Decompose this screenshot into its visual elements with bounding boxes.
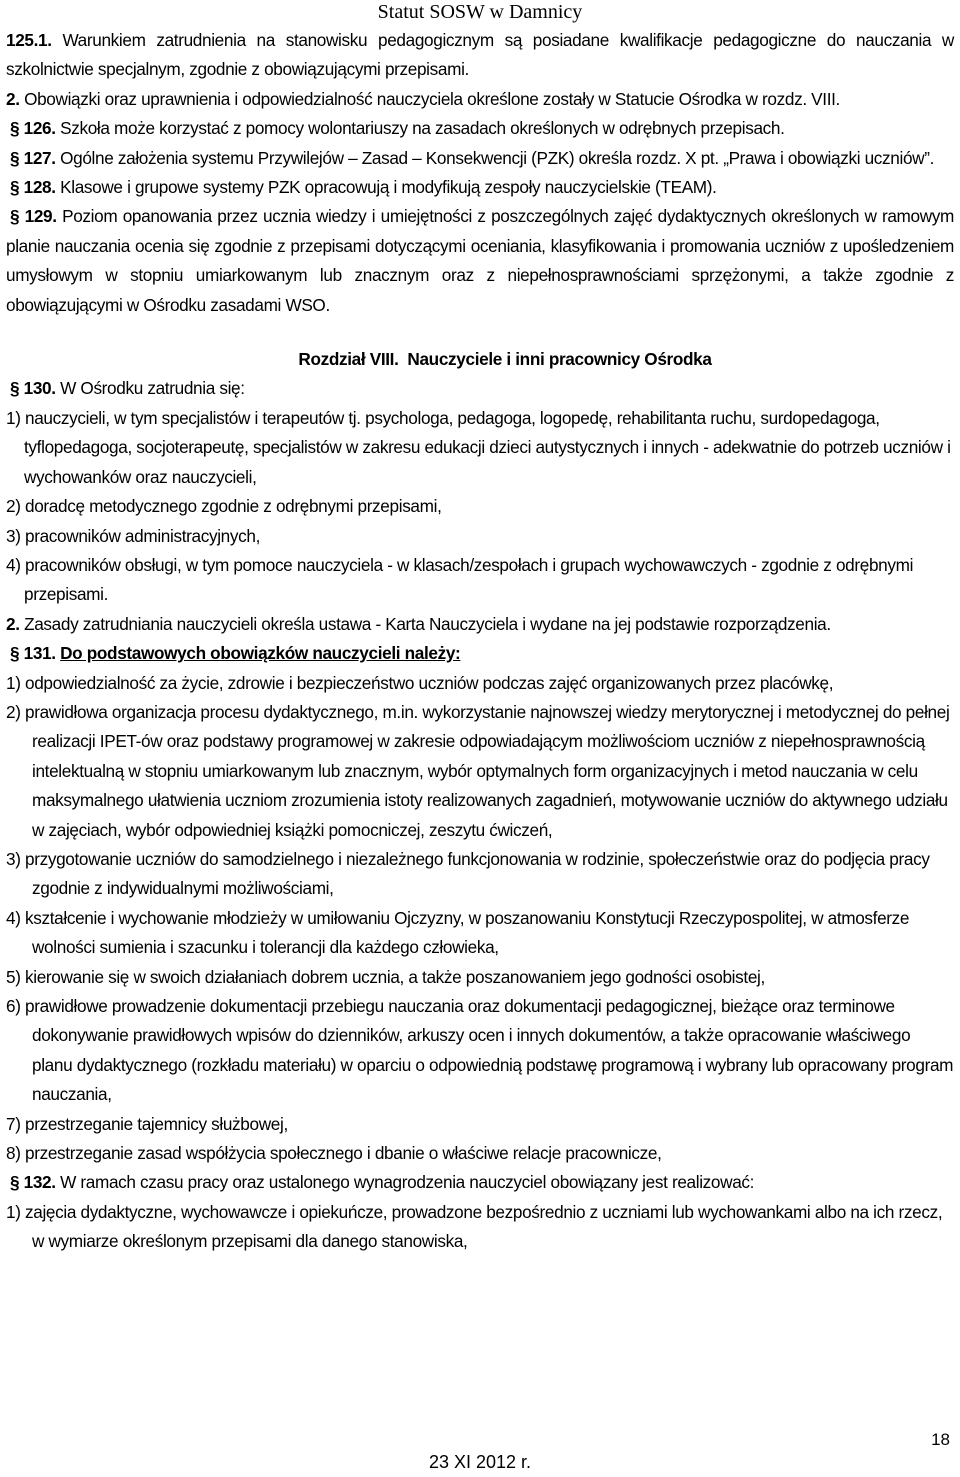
list-item: 1) zajęcia dydaktyczne, wychowawcze i opiekuńcze, prowadzone bezpośrednio z uczniami lub wychowankami albo na ich rzecz, w wymiarze określonym przepisami dla danego stanowiska,: [6, 1201, 943, 1252]
section-130: [6, 374, 954, 403]
section-132: [6, 1168, 954, 1197]
footer-date: 23 XI 2012 r.: [428, 1452, 532, 1472]
list-item: 6) prawidłowe prowadzenie dokumentacji przebiegu nauczania oraz dokumentacji pedagogicznej, bieżące oraz terminowe dokonywanie prawidłowych wpisów do dzienników, arkuszy ocen i innych dokumentów, a także opracowanie właściwego planu dydaktycznego (rozkładu materiału) w oparciu o odpowiednią podstawę programową i wybrany lub opracowany program nauczania,: [6, 996, 954, 1105]
paragraph-number: 2.: [6, 613, 20, 634]
section-title: Do podstawowych obowiązków nauczycieli należy:: [60, 643, 461, 664]
paragraph-125-2: [6, 85, 954, 114]
section-128: [6, 173, 954, 202]
section-text: Ogólne założenia systemu Przywilejów – Zasad – Konsekwencji (PZK) określa rozdz. X pt. „Prawa i obowiązki uczniów”.: [60, 147, 935, 168]
section-number: § 128.: [10, 177, 56, 198]
paragraph-text: Zasady zatrudniania nauczycieli określa ustawa - Karta Nauczyciela i wydane na jej podstawie rozporządzenia.: [24, 613, 831, 634]
section-129: [6, 202, 954, 320]
list-item: 8) przestrzeganie zasad współżycia społecznego i dbanie o właściwe relacje pracownicze,: [6, 1143, 662, 1164]
section-text: W ramach czasu pracy oraz ustalonego wynagrodzenia nauczyciel obowiązany jest realizować:: [60, 1172, 755, 1193]
section-126: [6, 114, 954, 143]
page-header: Statut SOSW w Damnicy: [377, 1, 583, 23]
paragraph-number: 2.: [6, 88, 20, 109]
list-item: 2) doradcę metodycznego zgodnie z odrębnymi przepisami,: [6, 496, 442, 517]
section-text: Szkoła może korzystać z pomocy wolontariuszy na zasadach określonych w odrębnych przepisach.: [60, 118, 785, 139]
list-item: 3) pracowników administracyjnych,: [6, 525, 261, 546]
section-text: W Ośrodku zatrudnia się:: [60, 378, 245, 399]
paragraph-text: Obowiązki oraz uprawnienia i odpowiedzialność nauczyciela określone zostały w Statucie Ośrodka w rozdz. VIII.: [24, 88, 840, 109]
list-item: 7) przestrzeganie tajemnicy służbowej,: [6, 1113, 288, 1134]
paragraph-125-1: [6, 26, 954, 85]
list-item: 4) kształcenie i wychowanie młodzieży w umiłowaniu Ojczyzny, w poszanowaniu Konstytucji Rzeczypospolitej, w atmosferze wolności sumienia i szacunku i tolerancji dla każdego człowieka,: [6, 907, 910, 958]
section-number: § 130.: [10, 378, 56, 399]
section-text: Klasowe i grupowe systemy PZK opracowują i modyfikują zespoły nauczycielskie (TEAM).: [60, 177, 717, 198]
section-number: § 127.: [10, 147, 56, 168]
paragraph-130-2: [6, 610, 954, 639]
section-127: [6, 144, 954, 173]
chapter-title: Nauczyciele i inni pracownicy Ośrodka: [407, 349, 712, 370]
page-number: 18: [931, 1430, 950, 1449]
chapter-heading: [6, 345, 954, 374]
section-text: Poziom opanowania przez ucznia wiedzy i umiejętności z poszczególnych zajęć dydaktycznych określonych w ramowym planie nauczania ocenia się zgodnie z przepisami dotyczącymi oceniania, klasyfikowania i promowania uczniów z upośledzeniem umysłowym w stopniu umiarkowanym lub znacznym oraz z niepełnosprawnościami sprzężonymi, a także zgodnie z obowiązującymi w Ośrodku zasadami WSO.: [6, 206, 954, 315]
list-item: 1) odpowiedzialność za życie, zdrowie i bezpieczeństwo uczniów podczas zajęć organizowanych przez placówkę,: [6, 672, 834, 693]
list-item: 1) nauczycieli, w tym specjalistów i terapeutów tj. psychologa, pedagoga, logopedę, rehabilitanta ruchu, surdopedagoga, tyflopedagoga, socjoterapeutę, specjalistów w zakresu edukacji dzieci autystycznych i innych - adekwatnie do potrzeb uczniów i wychowanków oraz nauczycieli,: [6, 407, 951, 487]
chapter-label: Rozdział VIII.: [298, 349, 399, 370]
section-number: § 126.: [10, 118, 56, 139]
document-body: [6, 26, 954, 1257]
list-item: 3) przygotowanie uczniów do samodzielnego i niezależnego funkcjonowania w rodzinie, społeczeństwie oraz do podjęcia pracy zgodnie z indywidualnymi możliwościami,: [6, 848, 930, 899]
section-number: § 129.: [10, 206, 57, 227]
section-131: [6, 639, 954, 668]
section-number: § 131.: [10, 643, 56, 664]
paragraph-text: Warunkiem zatrudnienia na stanowisku pedagogicznym są posiadane kwalifikacje pedagogiczne do nauczania w szkolnictwie specjalnym, zgodnie z obowiązującymi przepisami.: [6, 30, 954, 80]
list-item: 4) pracowników obsługi, w tym pomoce nauczyciela - w klasach/zespołach i grupach wychowawczych - zgodnie z odrębnymi przepisami.: [6, 554, 914, 605]
section-number: § 132.: [10, 1172, 56, 1193]
list-item: 2) prawidłowa organizacja procesu dydaktycznego, m.in. wykorzystanie najnowszej wiedzy merytorycznej i metodycznej do pełnej realizacji IPET-ów oraz podstawy programowej w zakresie odpowiadającym możliwościom uczniów z niepełnosprawnością intelektualną w stopniu umiarkowanym lub znacznym, wybór optymalnych form organizacyjnych i metod nauczania w celu maksymalnego ułatwienia uczniom zrozumienia istoty realizowanych zagadnień, motywowanie uczniów do aktywnego udziału w zajęciach, wybór odpowiedniej książki pomocniczej, zeszytu ćwiczeń,: [6, 701, 950, 840]
list-item: 5) kierowanie się w swoich działaniach dobrem ucznia, a także poszanowaniem jego godności osobistej,: [6, 966, 765, 987]
paragraph-number: 125.1.: [6, 30, 52, 50]
